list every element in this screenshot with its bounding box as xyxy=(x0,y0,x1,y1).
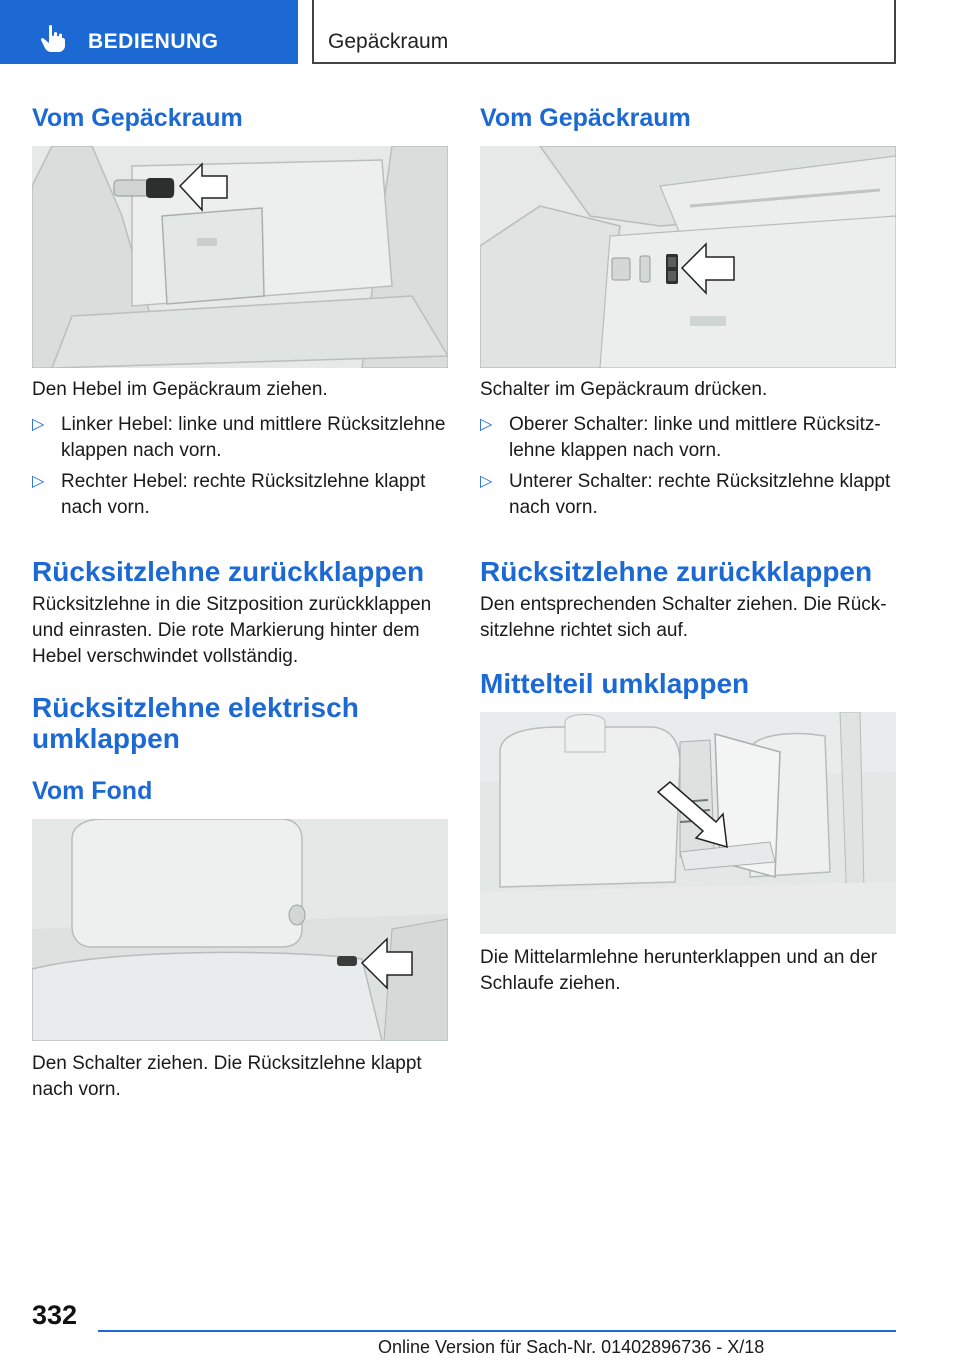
heading-elektrisch-umklappen: Rücksitzlehne elektrisch umklappen xyxy=(32,692,359,754)
paragraph-vom-fond: Den Schalter ziehen. Die Rücksitzlehne klappt nach vorn. xyxy=(32,1053,422,1100)
footer-divider xyxy=(98,1330,896,1332)
paragraph-mittelteil: Die Mittelarmlehne herunterklappen und an der Schlaufe ziehen. xyxy=(480,947,878,994)
chapter-header xyxy=(312,0,896,64)
heading-vom-fond: Vom Fond xyxy=(32,777,153,805)
figure-center-armrest xyxy=(480,712,896,934)
triangle-right-icon: ▷ xyxy=(32,473,45,490)
chapter-title: Gepäckraum xyxy=(328,30,449,53)
paragraph-zurueckklappen-right: Den entsprechenden Schalter ziehen. Die Rücksitzlehne richtet sich auf. xyxy=(480,594,887,641)
hand-pointer-icon xyxy=(40,24,66,52)
triangle-right-icon: ▷ xyxy=(480,416,493,433)
page-number: 332 xyxy=(32,1300,78,1330)
heading-ruecksitzlehne-zurueckklappen-left: Rücksitzlehne zurückklappen xyxy=(32,556,425,587)
intro-text-left: Den Hebel im Gepäckraum ziehen. xyxy=(32,379,328,400)
bullet-item: ▷ Linker Hebel: linke und mittlere Rücksitzlehne klappen nach vorn. xyxy=(32,414,446,461)
section-tab[interactable] xyxy=(0,0,298,64)
bullet-item: ▷ Rechter Hebel: rechte Rücksitzlehne klappt nach vorn. xyxy=(32,471,426,518)
bullet-item: ▷ Oberer Schalter: linke und mittlere Rücksitzlehne klappen nach vorn. xyxy=(480,414,881,461)
intro-text-right: Schalter im Gepäckraum drücken. xyxy=(480,379,768,400)
footer-online-version: Online Version für Sach-Nr. 01402896736 - X/18 xyxy=(378,1337,765,1357)
figure-trunk-switches xyxy=(480,146,896,368)
triangle-right-icon: ▷ xyxy=(32,416,45,433)
section-label: BEDIENUNG xyxy=(88,30,219,53)
paragraph-zurueckklappen-left: Rücksitzlehne in die Sitzposition zurückklappen und einrasten. Die rote Markierung hinter dem Hebel verschwindet vollständig. xyxy=(32,594,432,667)
heading-vom-gepaeckraum-left: Vom Gepäckraum xyxy=(32,104,243,132)
heading-mittelteil-umklappen: Mittelteil umklappen xyxy=(480,668,750,699)
triangle-right-icon: ▷ xyxy=(480,473,493,490)
bullet-item: ▷ Unterer Schalter: rechte Rücksitzlehne klappt nach vorn. xyxy=(480,471,891,518)
heading-vom-gepaeckraum-right: Vom Gepäckraum xyxy=(480,104,691,132)
heading-ruecksitzlehne-zurueckklappen-right: Rücksitzlehne zurückklappen xyxy=(480,556,873,587)
figure-rear-seat-switch xyxy=(32,819,448,1041)
figure-trunk-levers xyxy=(32,146,448,368)
